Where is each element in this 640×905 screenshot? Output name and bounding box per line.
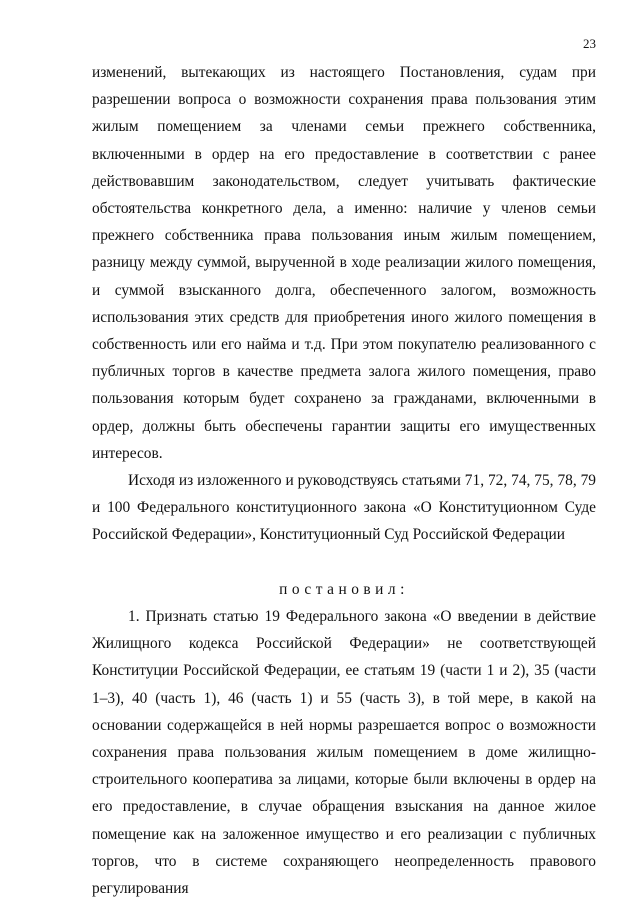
- page-number: 23: [583, 36, 596, 51]
- paragraph-continuation: изменений, вытекающих из настоящего Постановления, судам при разрешении вопроса о возможности сохранения права пользования этим жилым помещением за членами семьи прежнего собственника, включенными в ордер на его предоставление в соответствии с ранее действовавшим законодательством, следует учитывать фактические обстоятельства конкретного дела, а именно: наличие у членов семьи прежнего собственника права пользования иным жилым помещением, разницу между суммой, вырученной в ходе реализации жилого помещения, и суммой взысканного долга, обеспеченного залогом, возможность использования этих средств для приобретения иного жилого помещения в собственность или его найма и т.д. При этом покупателю реализованного с публичных торгов в качестве предмета залога жилого помещения, право пользования которым будет сохранено за гражданами, включенными в ордер, должны быть обеспечены гарантии защиты его имущественных интересов.: [92, 64, 596, 462]
- paragraph-grounds: Исходя из изложенного и руководствуясь статьями 71, 72, 74, 75, 78, 79 и 100 Федерального конституционного закона «О Конституционном Суде Российской Федерации», Конституционный Суд Российской Федерации: [92, 472, 596, 544]
- paragraph-item-1: 1. Признать статью 19 Федерального закона «О введении в действие Жилищного кодекса Российской Федерации» не соответствующей Конституции Российской Федерации, ее статьям 19 (части 1 и 2), 35 (части 1–3), 40 (часть 1), 46 (часть 1) и 55 (часть 3), в той мере, в какой на основании содержащейся в ней нормы разрешается вопрос о возможности сохранения права пользования жилым помещением в доме жилищно-строительного кооператива за лицами, которые были включены в ордер на его предоставление, в случае обращения взыскания на данное жилое помещение как на заложенное имущество и его реализации с публичных торгов, что в системе сохраняющего неопределенность правового регулирования: [92, 608, 596, 898]
- document-body: [92, 59, 596, 902]
- decision-heading: постановил:: [279, 580, 409, 598]
